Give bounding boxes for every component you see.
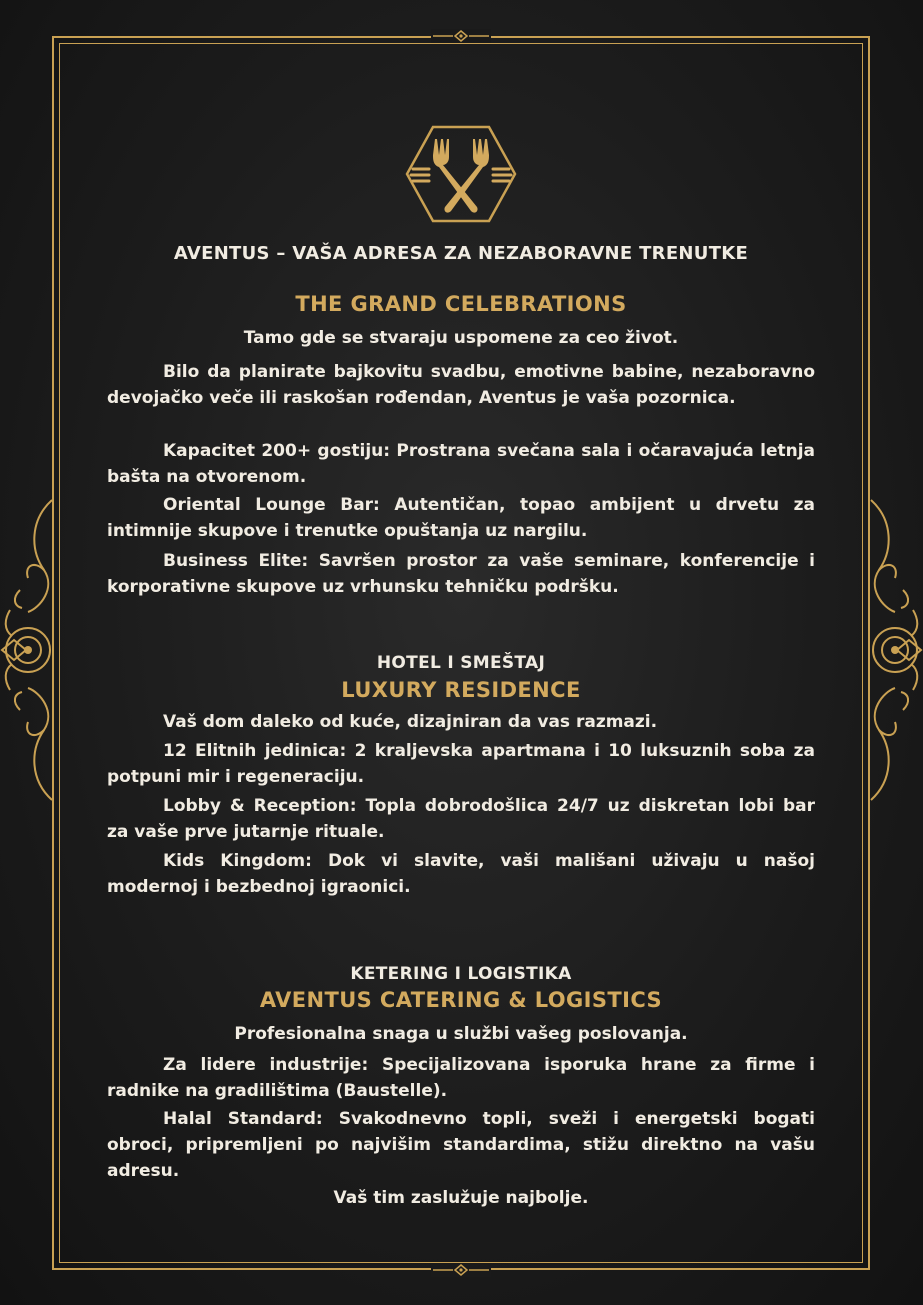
left-scroll-ornament-icon [0, 490, 56, 810]
paragraph-celebrations-intro: Bilo da planirate bajkovitu svadbu, emotivne babine, nezaboravno devojačko veče ili raskošan rođendan, Aventus je vaša pozornica. [107, 362, 815, 408]
section-subline-celebrations: Tamo gde se stvaraju uspomene za ceo život. [243, 328, 679, 348]
crossed-fork-and-knife-logo-icon [405, 125, 517, 223]
top-ornament-icon [431, 29, 491, 43]
section-heading-hotel: HOTEL I SMEŠTAJ [376, 653, 546, 673]
paragraph-elite-units: 12 Elitnih jedinica: 2 kraljevska apartmana i 10 luksuznih soba za potpuni mir i regeneraciju. [107, 741, 815, 787]
paragraph-kids-kingdom: Kids Kingdom: Dok vi slavite, vaši mališani uživaju u našoj modernoj i bezbednoj igraonici. [107, 851, 815, 897]
tagline: AVENTUS – VAŠA ADRESA ZA NEZABORAVNE TRENUTKE [173, 243, 749, 264]
paragraph-industry-leaders: Za lidere industrije: Specijalizovana isporuka hrane za firme i radnike na gradilištima (Baustelle). [107, 1055, 815, 1101]
paragraph-home-away: Vaš dom daleko od kuće, dizajniran da vas razmazi. [163, 712, 658, 732]
section-title-luxury-residence: LUXURY RESIDENCE [341, 678, 581, 702]
paragraph-capacity: Kapacitet 200+ gostiju: Prostrana svečana sala i očaravajuća letnja bašta na otvorenom. [107, 441, 815, 487]
right-scroll-ornament-icon [867, 490, 923, 810]
paragraph-halal-standard: Halal Standard: Svakodnevno topli, sveži i energetski bogati obroci, pripremljeni po najvišim standardima, stižu direktno na vašu adresu. [107, 1109, 815, 1181]
section-subline-catering: Profesionalna snaga u službi vašeg poslovanja. [234, 1024, 688, 1044]
bottom-ornament-icon [431, 1263, 491, 1277]
paragraph-lobby-reception: Lobby & Reception: Topla dobrodošlica 24/7 uz diskretan lobi bar za vaše prve jutarnje rituale. [107, 796, 815, 842]
section-title-catering-logistics: AVENTUS CATERING & LOGISTICS [259, 988, 663, 1012]
paragraph-oriental-lounge: Oriental Lounge Bar: Autentičan, topao ambijent u drvetu za intimnije skupove i trenutke opuštanja uz nargilu. [107, 495, 815, 541]
closing-line: Vaš tim zaslužuje najbolje. [333, 1188, 589, 1208]
section-heading-catering: KETERING I LOGISTIKA [350, 964, 572, 984]
paragraph-business-elite: Business Elite: Savršen prostor za vaše seminare, konferencije i korporativne skupove uz vrhunsku tehničku podršku. [107, 551, 815, 597]
section-title-grand-celebrations: THE GRAND CELEBRATIONS [295, 292, 627, 316]
